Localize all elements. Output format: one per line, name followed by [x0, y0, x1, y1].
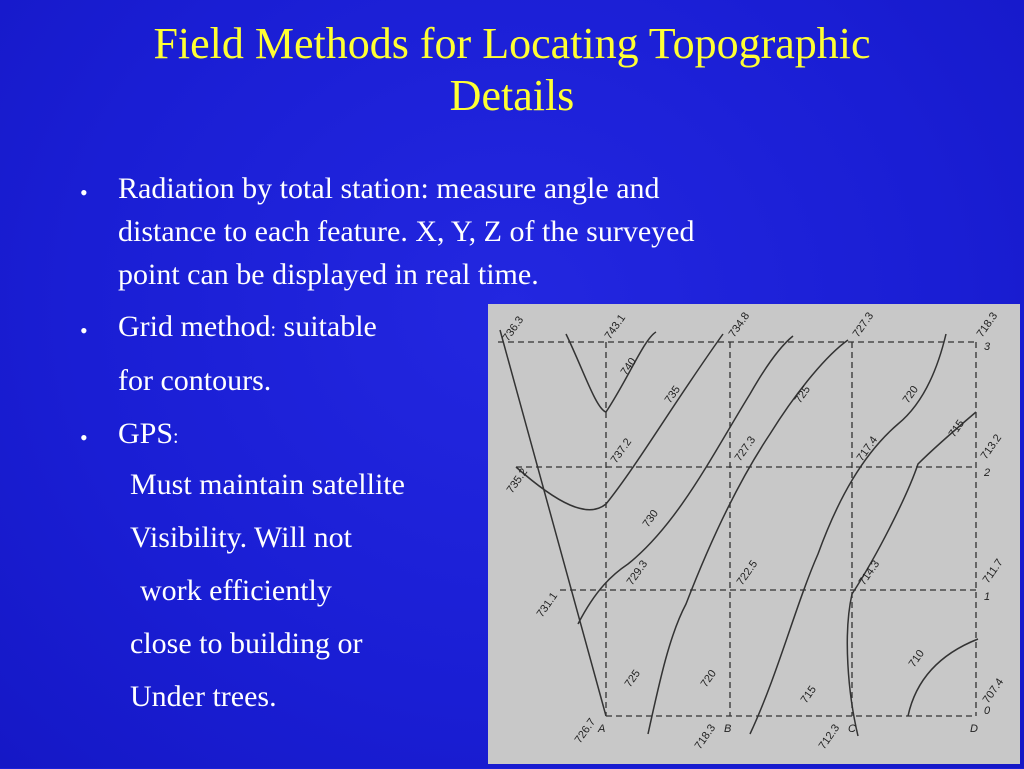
grid-number: 2 — [984, 467, 991, 479]
elevation-label: 727.3 — [850, 310, 877, 340]
elevation-label: 727.3 — [732, 434, 759, 464]
contour-label: 730 — [640, 507, 661, 530]
elevation-label: 714.3 — [856, 558, 883, 588]
contour-line — [578, 336, 793, 624]
bullet-3-line-1 — [118, 417, 179, 454]
elevation-label: 718.3 — [692, 722, 719, 752]
bullet-3-line-4: work efficiently — [140, 574, 332, 607]
elevation-label: 729.3 — [624, 558, 651, 588]
contour-line — [566, 332, 656, 412]
contour-label: 710 — [906, 647, 927, 670]
elevation-label: 743.1 — [602, 312, 629, 342]
grid-number: 1 — [984, 591, 991, 603]
contour-label: 725 — [792, 383, 813, 406]
elevation-label: 737.2 — [608, 436, 635, 466]
contour-label: 740 — [618, 355, 639, 378]
elevation-label: 734.8 — [726, 310, 753, 340]
grid-letter: C — [848, 723, 856, 735]
grid-letter: D — [970, 723, 978, 735]
elevation-label: 711.7 — [980, 556, 1006, 586]
contour-map-svg — [488, 304, 1020, 764]
bullet-2-line-1 — [118, 310, 377, 347]
elevation-label: 735.2 — [504, 466, 531, 496]
elevation-label: 736.3 — [500, 314, 527, 344]
elevation-label: 726.7 — [572, 716, 599, 746]
bullet-3-colon: : — [173, 426, 179, 448]
grid-number: 0 — [984, 705, 991, 717]
bullet-2-line-2: for contours. — [118, 364, 272, 397]
bullet-3-main: GPS — [118, 417, 174, 450]
bullet-3-line-6: Under trees. — [130, 680, 277, 713]
elevation-label: 707.4 — [980, 676, 1007, 706]
bullet-marker: • — [80, 318, 88, 343]
bullet-1-line-2: distance to each feature. X, Y, Z of the surveyed — [118, 215, 695, 248]
bullet-3-line-3: Visibility. Will not — [130, 521, 353, 554]
title-line-1: Field Methods for Locating Topographic — [153, 19, 871, 68]
bullet-3-line-5: close to building or — [130, 627, 363, 660]
elevation-labels — [501, 310, 1007, 751]
elevation-label: 713.2 — [978, 432, 1005, 462]
elevation-label: 718.3 — [974, 310, 1001, 340]
contour-grid-map — [488, 304, 1020, 764]
grid-letter: B — [724, 723, 732, 735]
title-line-2: Details — [449, 71, 575, 120]
bullet-1-line-1: Radiation by total station: measure angle and — [118, 172, 660, 205]
bullet-2-main: Grid method — [118, 310, 271, 343]
contour-label: 720 — [900, 383, 921, 406]
grid-number: 3 — [984, 341, 991, 353]
bullet-marker: • — [80, 425, 88, 450]
contour-label: 725 — [622, 667, 643, 690]
elevation-label: 712.3 — [816, 722, 843, 752]
slide-title — [0, 18, 1024, 122]
contour-label: 715 — [946, 417, 967, 440]
contour-labels — [619, 356, 967, 706]
bullet-1-line-3: point can be displayed in real time. — [118, 258, 539, 291]
grid-letter: A — [598, 723, 606, 735]
elevation-label: 722.5 — [734, 558, 761, 588]
bullet-2-rest: suitable — [276, 310, 377, 343]
elevation-label: 717.4 — [854, 434, 881, 464]
bullet-marker: • — [80, 180, 88, 205]
elevation-label: 731.1 — [534, 590, 561, 620]
bullet-2-colon: : — [270, 319, 277, 341]
contour-label: 715 — [798, 683, 819, 706]
contour-line — [516, 334, 723, 510]
contour-label: 735 — [662, 383, 683, 406]
contour-label: 720 — [698, 667, 719, 690]
bullet-3-line-2: Must maintain satellite — [130, 468, 405, 501]
